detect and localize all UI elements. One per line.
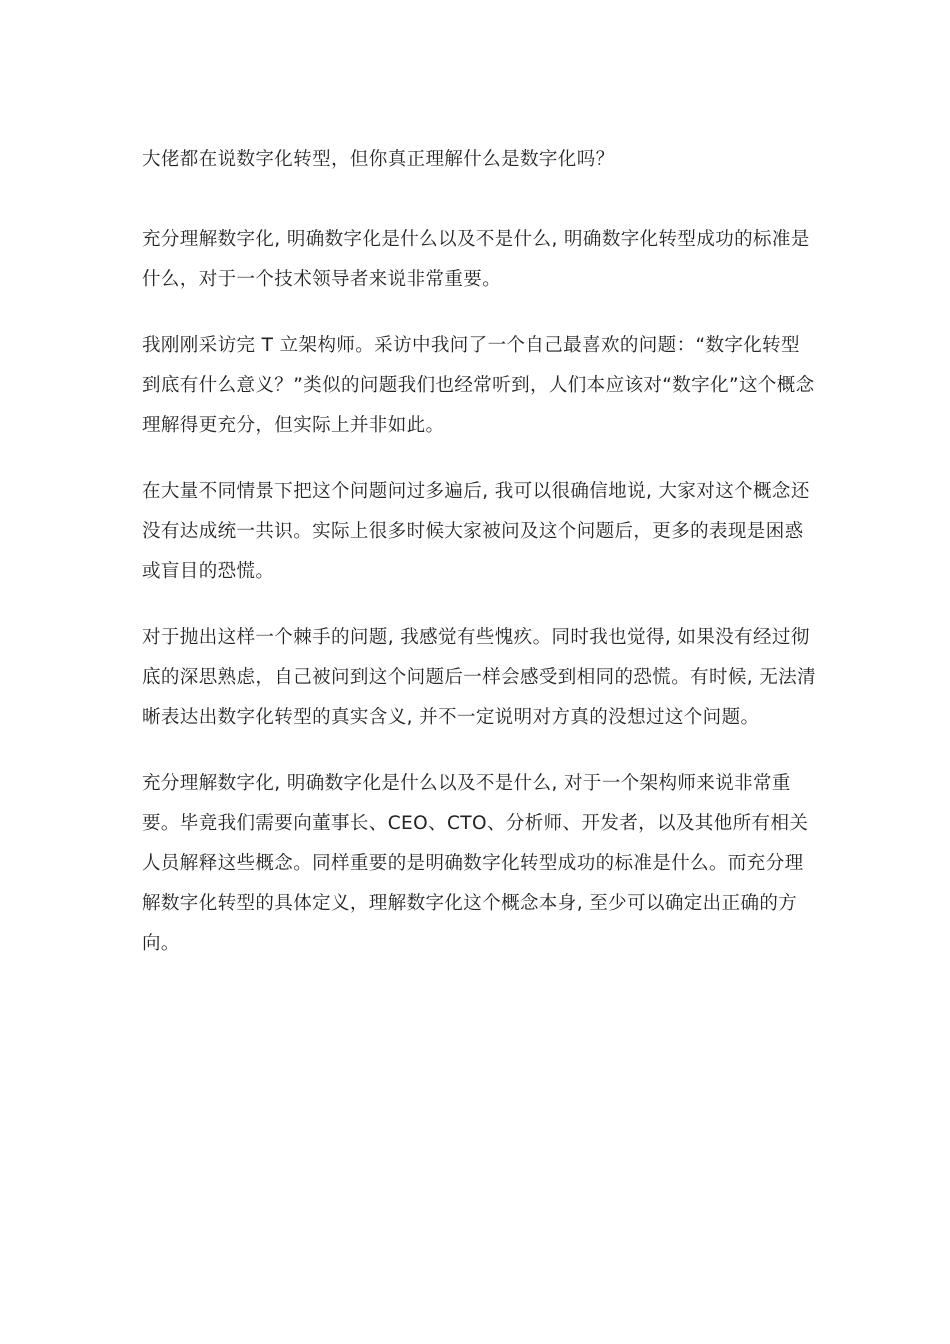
paragraph: 充分理解数字化, 明确数字化是什么以及不是什么, 明确数字化转型成功的标准是什么，对于一个技术领导者来说非常重要。 bbox=[142, 229, 810, 290]
paragraph: 充分理解数字化, 明确数字化是什么以及不是什么, 对于一个架构师来说非常重要。毕竟我们需要向董事长、CEO、CTO、分析师、开发者，以及其他所有相关人员解释这些概念。同样重要的是明确数字化转型成功的标准是什么。而充分理解数字化转型的具体定义，理解数字化这个概念本身, 至少可以确定出正确的方向。 bbox=[142, 773, 809, 954]
paragraph: 在大量不同情景下把这个问题问过多遍后, 我可以很确信地说, 大家对这个概念还没有达成统一共识。实际上很多时候大家被问及这个问题后，更多的表现是困惑或盲目的恐慌。 bbox=[142, 481, 810, 582]
article-title: 大佬都在说数字化转型，但你真正理解什么是数字化吗？ bbox=[142, 149, 615, 170]
article-body bbox=[142, 140, 818, 990]
paragraph: 我刚刚采访完 T 立架构师。采访中我问了一个自己最喜欢的问题：“数字化转型到底有什么意义？”类似的问题我们也经常听到，人们本应该对“数字化”这个概念理解得更充分，但实际上并非如此。 bbox=[142, 335, 815, 436]
paragraph: 对于抛出这样一个棘手的问题, 我感觉有些愧疚。同时我也觉得, 如果没有经过彻底的深思熟虑，自己被问到这个问题后一样会感受到相同的恐慌。有时候, 无法清晰表达出数字化转型的真实含义, 并不一定说明对方真的没想过这个问题。 bbox=[142, 627, 817, 728]
